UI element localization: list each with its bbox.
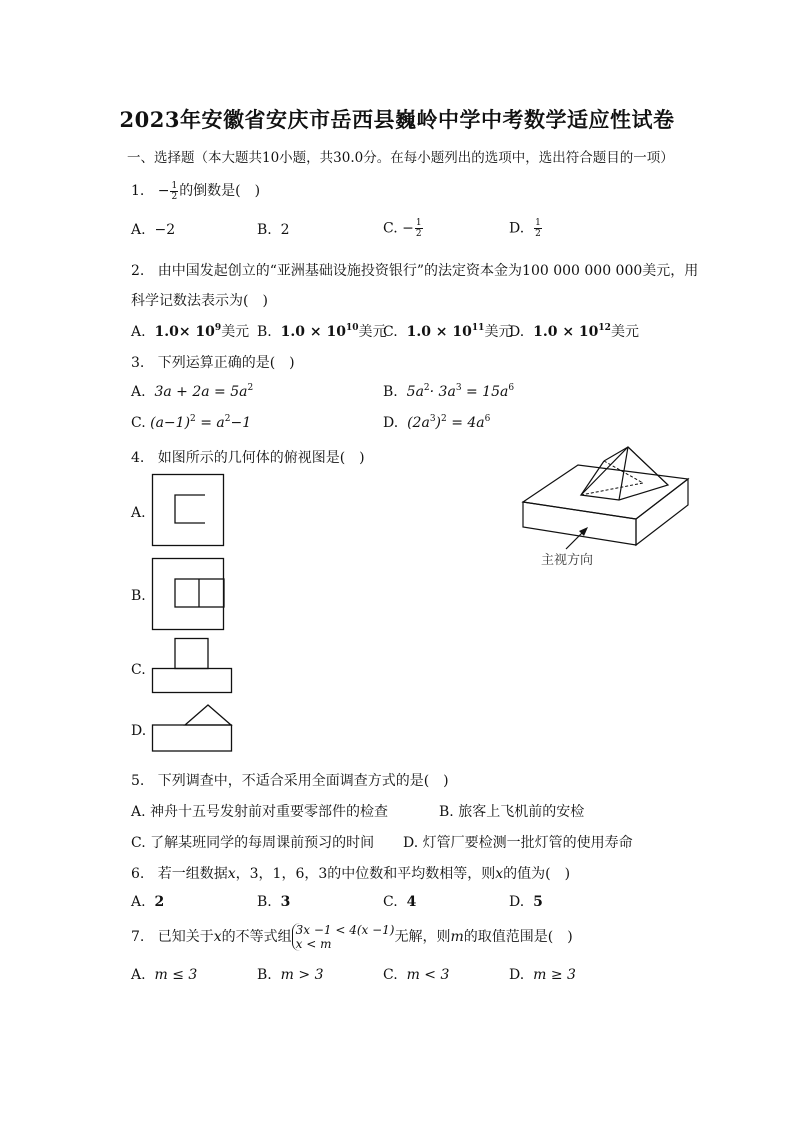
fraction: $\frac{1}{2}$ bbox=[171, 180, 178, 202]
option-a-figure[interactable] bbox=[150, 472, 226, 548]
inequality-system: 3x −1 < 4(x −1) x < m bbox=[292, 923, 395, 951]
question-2: 2. 由中国发起创立的“亚洲基础设施投资银行”的法定资本金为100 000 000 000美元，用 bbox=[131, 263, 699, 279]
option-b[interactable]: B. m > 3 bbox=[257, 967, 324, 983]
option-d[interactable]: D. 5 bbox=[509, 894, 543, 910]
option-a[interactable]: A. m ≤ 3 bbox=[131, 967, 198, 983]
option-b[interactable]: B. $5a^2\cdot 3a^3 = 15a^6$ bbox=[383, 383, 515, 400]
option-b-label[interactable]: B. bbox=[131, 588, 146, 604]
option-a[interactable]: A. $3a + 2a = 5a^2$ bbox=[131, 383, 254, 400]
question-text: 的倒数是( ) bbox=[179, 183, 261, 199]
question-3: 3. 下列运算正确的是( ) bbox=[131, 355, 295, 371]
option-b[interactable]: B. 3 bbox=[257, 894, 291, 910]
option-b[interactable]: B. $1.0 \times 10^{10}$美元 bbox=[257, 323, 387, 340]
option-d[interactable]: D. $(2a^3)^2 = 4a^6$ bbox=[383, 414, 491, 431]
figure-label: 主视方向 bbox=[541, 553, 594, 568]
option-c[interactable]: C. 了解某班同学的每周课前预习的时间 bbox=[131, 835, 375, 851]
option-c-figure[interactable] bbox=[150, 636, 236, 696]
option-d[interactable]: D. $1.0 \times 10^{12}$美元 bbox=[509, 323, 639, 340]
option-c[interactable]: C. $(a-1)^2 = a^2-1$ bbox=[131, 414, 252, 431]
option-a[interactable]: A. 2 bbox=[131, 894, 165, 910]
option-b-figure[interactable] bbox=[150, 556, 226, 632]
option-a[interactable]: A. $1.0\times 10^9$美元 bbox=[131, 323, 250, 340]
option-b[interactable]: B. 旅客上飞机前的安检 bbox=[439, 804, 585, 820]
option-d[interactable]: D. m ≥ 3 bbox=[509, 967, 576, 983]
minus-sign: − bbox=[157, 183, 170, 199]
option-a-label[interactable]: A. bbox=[131, 505, 146, 521]
option-a[interactable]: A. −2 bbox=[131, 222, 176, 238]
question-2-line2: 科学记数法表示为( ) bbox=[131, 293, 268, 309]
option-c[interactable]: C. $1.0 \times 10^{11}$美元 bbox=[383, 323, 513, 340]
option-d-label[interactable]: D. bbox=[131, 723, 147, 739]
option-c[interactable]: C. − $\frac{1}{2}$ bbox=[383, 218, 422, 239]
question-5: 5. 下列调查中，不适合采用全面调查方式的是( ) bbox=[131, 773, 449, 789]
question-number: 1. bbox=[131, 183, 145, 199]
option-c-label[interactable]: C. bbox=[131, 662, 146, 678]
question-1 bbox=[131, 180, 260, 202]
option-b[interactable]: B. 2 bbox=[257, 222, 290, 238]
option-a[interactable]: A. 神舟十五号发射前对重要零部件的检查 bbox=[131, 804, 389, 820]
section-header: 一、选择题（本大题共10小题，共30.0分。在每小题列出的选项中，选出符合题目的一项） bbox=[127, 150, 674, 166]
option-d-figure[interactable] bbox=[150, 702, 236, 754]
question-4: 4. 如图所示的几何体的俯视图是( ) bbox=[131, 450, 365, 466]
option-c[interactable]: C. m < 3 bbox=[383, 967, 450, 983]
option-d[interactable]: D. $\frac{1}{2}$ bbox=[509, 218, 541, 239]
question-7: 7. 已知关于x的不等式组 3x −1 < 4(x −1) x < m 无解，则m的取值范围是( ) bbox=[131, 923, 573, 951]
option-d[interactable]: D. 灯管厂要检测一批灯管的使用寿命 bbox=[403, 835, 633, 851]
option-c[interactable]: C. 4 bbox=[383, 894, 417, 910]
page-title: 2023年安徽省安庆市岳西县巍岭中学中考数学适应性试卷 bbox=[119, 107, 675, 132]
question-6: 6. 若一组数据x，3，1，6，3的中位数和平均数相等，则x的值为( ) bbox=[131, 866, 571, 882]
